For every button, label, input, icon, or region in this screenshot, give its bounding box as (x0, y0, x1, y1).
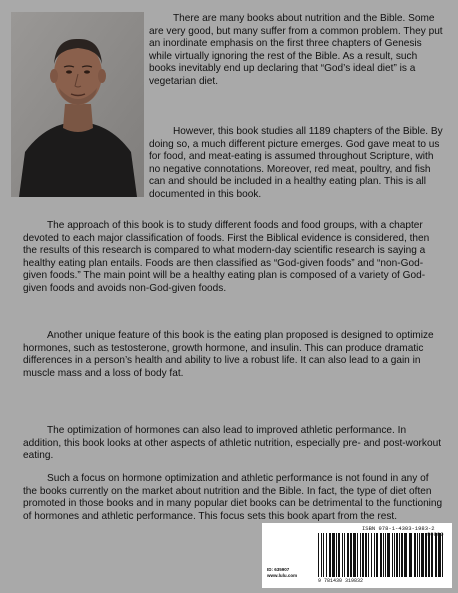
barcode-stripe (353, 533, 356, 577)
hormone-plan-paragraph: Another unique feature of this book is the eating plan proposed is designed to optimize hormones, such as testosterone, growth hormone, and insulin. This can produce dramatic differences in a person’s health and ability to live a robust life. It can also lead to a gain in muscle mass and a loss of body fat. (23, 330, 434, 379)
barcode-stripe (374, 533, 375, 577)
barcode-stripe (392, 533, 393, 577)
barcode-stripe (425, 533, 427, 577)
barcode-stripe (362, 533, 364, 577)
barcode-stripe (435, 533, 437, 577)
barcode-stripe (404, 533, 407, 577)
barcode-stripe (318, 533, 319, 577)
barcode-stripe (438, 533, 441, 577)
barcode-stripe (385, 533, 386, 577)
barcode-digits: 9 781430 319832 (318, 578, 364, 584)
barcode-stripe (428, 533, 430, 577)
approach-paragraph: The approach of this book is to study different foods and food groups, with a chapter devoted to each major classification of foods. First the Biblical evidence is considered, then the results of this research is compared to what modern-day scientific research is saying a healthy eating plan entails. Foods are then classified as “God-given foods” and “non-God-given foods.” The main point will be a healthy eating plan is composed of a variety of God-given foods and avoids non-God-given foods. (23, 220, 430, 294)
barcode-stripe (396, 533, 398, 577)
author-photo (11, 12, 144, 197)
barcode-stripe (399, 533, 400, 577)
lulu-site: www.lulu.com (267, 572, 298, 578)
author-portrait-image (11, 12, 144, 197)
barcode-stripe (321, 533, 322, 577)
barcode-stripe (332, 533, 335, 577)
barcode-stripe (419, 533, 420, 577)
lulu-id-label (267, 567, 297, 578)
bible-chapters-paragraph: However, this book studies all 1189 chapters of the Bible. By doing so, a much different picture emerges. God gave meat to us for food, and meat-eating is assumed throughout Scripture, with no negative connotations. Moreover, red meat, poultry, and fish can and should be included in a healthy eating plan. This is all documented in this book. (149, 126, 443, 200)
barcode-stripe (368, 533, 369, 577)
barcode-stripe (338, 533, 340, 577)
lulu-id: ID: 635907 (267, 567, 290, 572)
barcode-stripe (371, 533, 372, 577)
barcode-stripe (414, 533, 416, 577)
barcode-stripe (326, 533, 327, 577)
isbn-barcode-box (262, 523, 452, 588)
barcode-stripe (394, 533, 395, 577)
barcode-stripe (329, 533, 331, 577)
barcode-icon (318, 533, 448, 579)
barcode-stripe (336, 533, 337, 577)
barcode-stripe (383, 533, 384, 577)
barcode-stripe (442, 533, 443, 577)
unique-focus-paragraph: Such a focus on hormone optimization and athletic performance is not found in any of the books currently on the market about nutrition and the Bible. In fact, the type of diet often promoted in those books and in many popular diet books can be detrimental to the functioning of hormones and athletic performance. This focus sets this book apart from the rest. (23, 473, 443, 522)
barcode-stripe (431, 533, 433, 577)
barcode-stripe (421, 533, 424, 577)
intro-paragraph: There are many books about nutrition and the Bible. Some are very good, but many suffer from a common problem. They put an inordinate emphasis on the first three chapters of Genesis while virtually ignoring the rest of the Bible. As a result, such books inevitably end up declaring that “God’s ideal diet” is a vegetarian diet. (149, 13, 443, 87)
barcode-stripe (401, 533, 403, 577)
barcode-stripe (380, 533, 382, 577)
barcode-stripe (357, 533, 358, 577)
barcode-stripe (342, 533, 343, 577)
barcode-stripe (350, 533, 352, 577)
barcode-stripe (347, 533, 349, 577)
barcode-stripe (323, 533, 324, 577)
barcode-stripe (376, 533, 378, 577)
athletic-performance-paragraph: The optimization of hormones can also lead to improved athletic performance. In addition, this book looks at other aspects of athletic nutrition, especially pre- and post-workout eating. (23, 425, 441, 462)
barcode-stripe (365, 533, 367, 577)
barcode-stripe (387, 533, 390, 577)
barcode-stripe (417, 533, 418, 577)
barcode-stripe (360, 533, 361, 577)
barcode-stripe (409, 533, 412, 577)
barcode-stripe (344, 533, 345, 577)
isbn-number: ISBN 978-1-4303-1983-2 (362, 525, 435, 532)
